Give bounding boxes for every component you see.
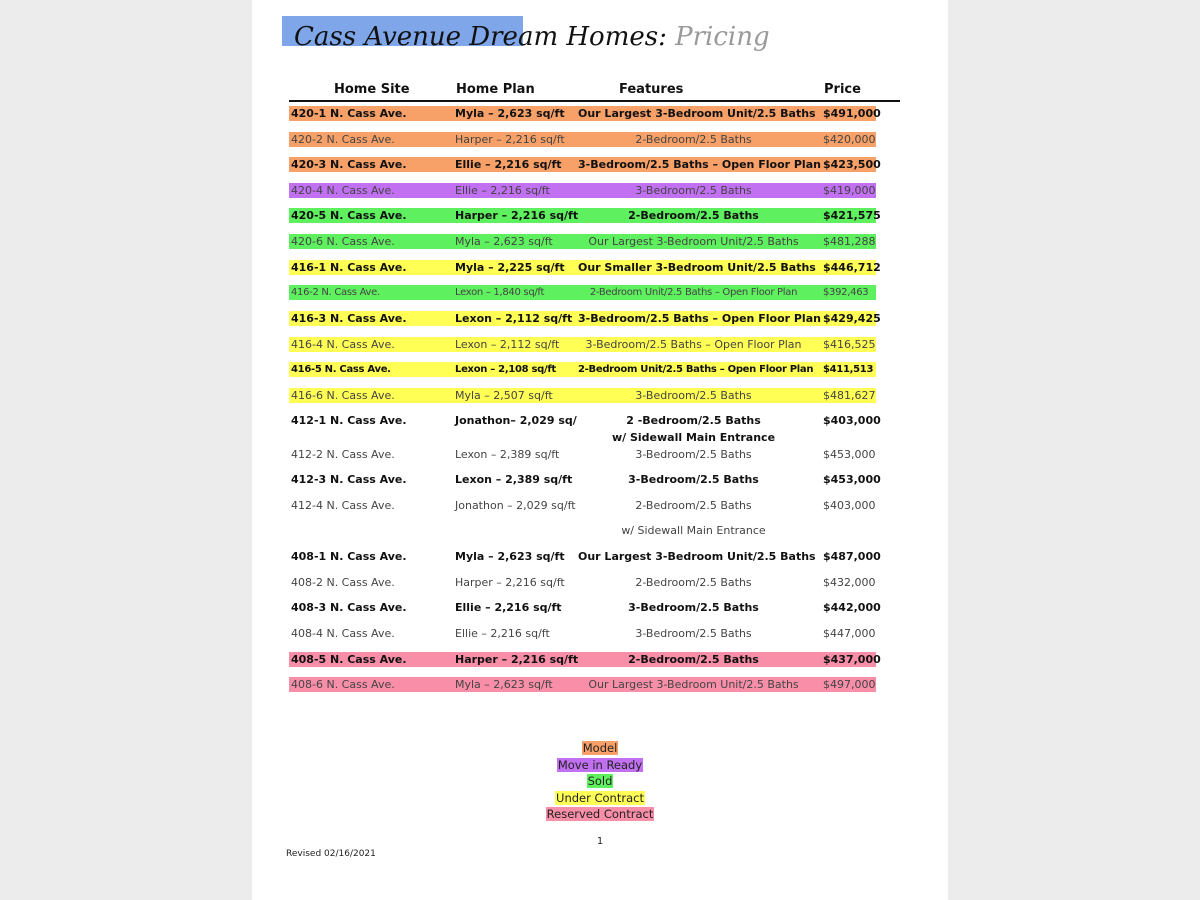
table-row (289, 157, 881, 172)
features-cell: 2-Bedroom/2.5 Baths (635, 133, 752, 146)
home-plan-cell: Harper – 2,216 sq/ft (455, 653, 579, 666)
features-cell: 3-Bedroom/2.5 Baths – Open Floor Plan (585, 338, 802, 351)
legend-label: Sold (587, 774, 613, 788)
price-cell: $481,627 (823, 389, 876, 402)
table-row (289, 285, 876, 300)
status-legend (252, 740, 948, 823)
home-site-cell: 420-3 N. Cass Ave. (291, 158, 407, 171)
price-cell: $453,000 (823, 448, 876, 461)
table-row-continuation (289, 523, 876, 538)
home-plan-cell: Myla – 2,507 sq/ft (455, 389, 553, 402)
home-plan-cell: Lexon – 2,112 sq/ft (455, 338, 560, 351)
home-site-cell: 416-5 N. Cass Ave. (291, 364, 391, 375)
home-plan-cell: Jonathon – 2,029 sq/ft (455, 499, 576, 512)
features-cell: 2-Bedroom/2.5 Baths (628, 209, 759, 222)
home-plan-cell: Ellie – 2,216 sq/ft (455, 184, 550, 197)
home-plan-cell: Myla – 2,623 sq/ft (455, 678, 553, 691)
table-row (289, 447, 876, 462)
features-cell: 2-Bedroom/2.5 Baths (635, 576, 752, 589)
home-site-cell: 416-4 N. Cass Ave. (291, 338, 395, 351)
features-cell: Our Smaller 3-Bedroom Unit/2.5 Baths (578, 261, 816, 274)
features-cell: Our Largest 3-Bedroom Unit/2.5 Baths (588, 678, 799, 691)
price-cell: $453,000 (823, 473, 881, 486)
table-row (289, 677, 876, 692)
price-cell: $423,500 (823, 158, 881, 171)
home-plan-cell: Lexon – 2,112 sq/ft (455, 312, 573, 325)
price-cell: $432,000 (823, 576, 876, 589)
home-plan-cell: Myla – 2,225 sq/ft (455, 261, 565, 274)
home-site-cell: 416-2 N. Cass Ave. (291, 287, 380, 298)
features-cell: 2-Bedroom Unit/2.5 Baths – Open Floor Plan (578, 364, 814, 375)
features-cell: Our Largest 3-Bedroom Unit/2.5 Baths (588, 235, 799, 248)
legend-label: Reserved Contract (546, 807, 654, 821)
table-row (289, 106, 881, 121)
home-site-cell: 408-2 N. Cass Ave. (291, 576, 395, 589)
legend-item (252, 773, 948, 790)
price-cell: $442,000 (823, 601, 881, 614)
home-site-cell: 408-6 N. Cass Ave. (291, 678, 395, 691)
home-site-cell: 416-3 N. Cass Ave. (291, 312, 407, 325)
home-plan-cell: Myla – 2,623 sq/ft (455, 550, 565, 563)
features-cell: 3-Bedroom/2.5 Baths (635, 448, 752, 461)
table-row (289, 549, 881, 564)
price-cell: $403,000 (823, 499, 876, 512)
home-site-cell: 412-3 N. Cass Ave. (291, 473, 407, 486)
column-header-home-plan: Home Plan (456, 82, 535, 97)
home-site-cell: 420-6 N. Cass Ave. (291, 235, 395, 248)
features-cell: 3-Bedroom/2.5 Baths (635, 184, 752, 197)
home-site-cell: 408-4 N. Cass Ave. (291, 627, 395, 640)
features-cell: 3-Bedroom/2.5 Baths (628, 601, 759, 614)
legend-label: Model (582, 741, 618, 755)
legend-item (252, 740, 948, 757)
home-site-cell: 412-4 N. Cass Ave. (291, 499, 395, 512)
legend-item (252, 757, 948, 774)
price-cell: $487,000 (823, 550, 881, 563)
home-plan-cell: Harper – 2,216 sq/ft (455, 133, 565, 146)
home-plan-cell: Myla – 2,623 sq/ft (455, 107, 565, 120)
column-header-home-site: Home Site (334, 82, 410, 97)
revised-date: Revised 02/16/2021 (286, 849, 376, 859)
features-cell: w/ Sidewall Main Entrance (611, 431, 776, 444)
home-plan-cell: Myla – 2,623 sq/ft (455, 235, 553, 248)
features-cell: w/ Sidewall Main Entrance (621, 524, 766, 537)
home-site-cell: 416-1 N. Cass Ave. (291, 261, 407, 274)
legend-label: Under Contract (556, 790, 644, 805)
home-plan-cell: Harper – 2,216 sq/ft (455, 209, 579, 222)
legend-item (252, 806, 948, 823)
page-number: 1 (596, 836, 604, 847)
home-plan-cell: Lexon – 2,108 sq/ft (455, 364, 556, 375)
table-row (289, 362, 876, 377)
price-cell: $497,000 (823, 678, 876, 691)
price-cell: $421,575 (823, 209, 881, 222)
page-title (294, 22, 770, 52)
table-row (289, 575, 876, 590)
home-plan-cell: Jonathon– 2,029 sq/ (455, 414, 577, 427)
table-row (289, 260, 881, 275)
table-row (289, 388, 876, 403)
home-site-cell: 408-1 N. Cass Ave. (291, 550, 407, 563)
features-cell: 2 -Bedroom/2.5 Baths (626, 414, 761, 427)
features-cell: 3-Bedroom/2.5 Baths (628, 473, 759, 486)
table-row (289, 600, 881, 615)
table-row (289, 498, 876, 513)
price-cell: $437,000 (823, 653, 881, 666)
price-cell: $392,463 (823, 287, 869, 298)
table-row-continuation (289, 430, 876, 445)
title-main: Cass Avenue Dream Homes: (294, 22, 667, 52)
legend-label: Move in Ready (557, 757, 643, 772)
home-plan-cell: Ellie – 2,216 sq/ft (455, 627, 550, 640)
table-row (289, 472, 881, 487)
home-plan-cell: Ellie – 2,216 sq/ft (455, 158, 562, 171)
features-cell: 3-Bedroom/2.5 Baths – Open Floor Plan (578, 312, 821, 325)
price-cell: $416,525 (823, 338, 876, 351)
home-site-cell: 412-2 N. Cass Ave. (291, 448, 395, 461)
column-header-price: Price (824, 82, 861, 97)
home-site-cell: 408-3 N. Cass Ave. (291, 601, 407, 614)
price-cell: $446,712 (823, 261, 881, 274)
table-row (289, 234, 876, 249)
features-cell: 2-Bedroom/2.5 Baths (635, 499, 752, 512)
price-cell: $419,000 (823, 184, 876, 197)
legend-item (252, 790, 948, 807)
table-row (289, 132, 876, 147)
price-cell: $491,000 (823, 107, 881, 120)
table-row (289, 626, 876, 641)
price-cell: $481,288 (823, 235, 876, 248)
table-row (289, 183, 876, 198)
features-cell: 3-Bedroom/2.5 Baths – Open Floor Plan (578, 158, 821, 171)
features-cell: 3-Bedroom/2.5 Baths (635, 389, 752, 402)
home-site-cell: 416-6 N. Cass Ave. (291, 389, 395, 402)
table-row (289, 413, 881, 428)
price-cell: $429,425 (823, 312, 881, 325)
home-site-cell: 420-1 N. Cass Ave. (291, 107, 407, 120)
price-cell: $403,000 (823, 414, 881, 427)
home-plan-cell: Ellie – 2,216 sq/ft (455, 601, 562, 614)
features-cell: 3-Bedroom/2.5 Baths (635, 627, 752, 640)
features-cell: 2-Bedroom/2.5 Baths (628, 653, 759, 666)
column-header-features: Features (619, 82, 684, 97)
table-row (289, 337, 876, 352)
home-site-cell: 412-1 N. Cass Ave. (291, 414, 407, 427)
home-plan-cell: Lexon – 2,389 sq/ft (455, 448, 560, 461)
price-cell: $447,000 (823, 627, 876, 640)
home-plan-cell: Lexon – 2,389 sq/ft (455, 473, 573, 486)
document-page (252, 0, 948, 900)
header-rule (289, 100, 900, 102)
title-sub: Pricing (675, 22, 770, 52)
price-cell: $411,513 (823, 364, 874, 375)
features-cell: Our Largest 3-Bedroom Unit/2.5 Baths (578, 550, 816, 563)
document-title (282, 16, 842, 52)
home-site-cell: 420-5 N. Cass Ave. (291, 209, 407, 222)
table-row (289, 652, 881, 667)
features-cell: Our Largest 3-Bedroom Unit/2.5 Baths (578, 107, 816, 120)
features-cell: 2-Bedroom Unit/2.5 Baths – Open Floor Plan (589, 287, 798, 298)
home-plan-cell: Lexon – 1,840 sq/ft (455, 287, 545, 298)
price-cell: $420,000 (823, 133, 876, 146)
home-site-cell: 420-4 N. Cass Ave. (291, 184, 395, 197)
table-row (289, 311, 881, 326)
home-site-cell: 408-5 N. Cass Ave. (291, 653, 407, 666)
home-site-cell: 420-2 N. Cass Ave. (291, 133, 395, 146)
table-row (289, 208, 881, 223)
home-plan-cell: Harper – 2,216 sq/ft (455, 576, 565, 589)
